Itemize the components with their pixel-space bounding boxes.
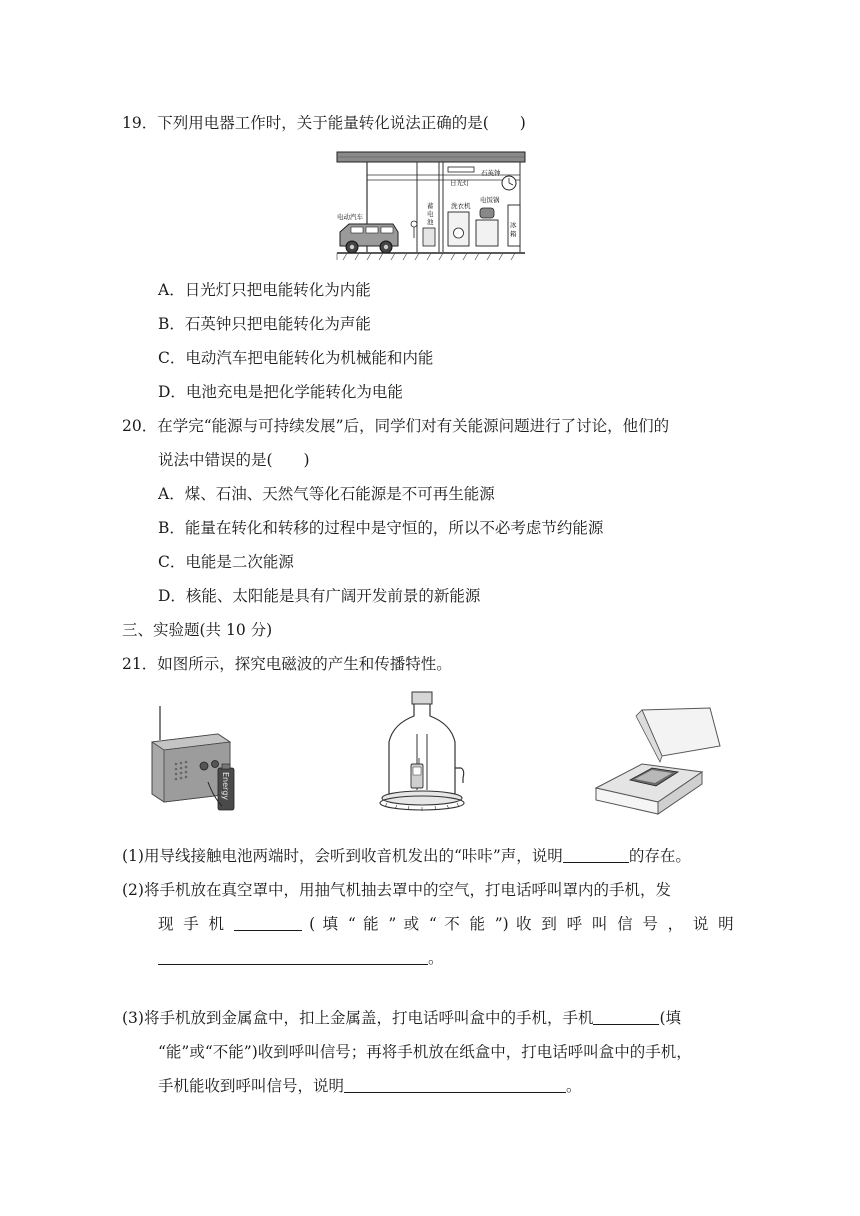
period: 。 (428, 949, 444, 967)
label-fridge-1: 冰 (510, 221, 517, 229)
q21-part3-text-b: (填 (659, 1009, 682, 1027)
word: 收 (516, 915, 534, 933)
q21-part3-line1 (122, 1007, 681, 1029)
q20-option-b: B．能量在转化和转移的过程中是守恒的，所以不必考虑节约能源 (158, 519, 604, 537)
radio-battery-figure (148, 702, 248, 814)
word: 呼 (566, 915, 585, 933)
q20-stem-line1: 20．在学完“能源与可持续发展”后，同学们对有关能源问题进行了讨论，他们的 (122, 417, 670, 435)
q20-option-a: A．煤、石油、天然气等化石能源是不可再生能源 (158, 485, 495, 503)
q21-part1-text-a: (1)用导线接触电池两端时，会听到收音机发出的“咔咔”声，说明 (122, 847, 563, 865)
word: ” (388, 915, 397, 933)
q21-part3-line2: “能”或“不能”)收到呼叫信号；再将手机放在纸盒中，打电话呼叫盒中的手机， (158, 1043, 692, 1061)
bell-jar-figure (375, 690, 470, 815)
label-car: 电动汽车 (337, 213, 363, 221)
word: 叫 (591, 915, 610, 933)
battery-brand-label: Energy (221, 772, 230, 801)
word: 机 (208, 915, 227, 933)
q19-stem: 19．下列用电器工作时，关于能量转化说法正确的是( ) (122, 114, 526, 132)
word: 信 (617, 915, 636, 933)
label-cooker: 电饭锅 (480, 196, 500, 204)
word: 明 (718, 915, 734, 933)
word: 手 (183, 915, 202, 933)
word: 不 (444, 915, 463, 933)
q21-part3-text-a: (3)将手机放到金属盒中，扣上金属盖，打电话呼叫盒中的手机，手机 (122, 1009, 594, 1027)
q21-part2-line3 (158, 947, 444, 969)
label-battery-1: 蓄 (427, 202, 434, 210)
word: ”) (494, 915, 509, 933)
label-clock: 石英钟 (481, 169, 501, 177)
word: 说 (692, 915, 711, 933)
q20-stem-line2: 说法中错误的是( ) (158, 451, 310, 469)
word: 号 (642, 915, 661, 933)
q21-part1-text-b: 的存在。 (628, 847, 691, 865)
word: ， (667, 915, 686, 933)
q21-part2-blank-a[interactable] (234, 915, 302, 931)
word: 现 (158, 915, 176, 933)
q20-option-d: D．核能、太阳能是具有广阔开发前景的新能源 (158, 587, 481, 605)
section-heading: 三、实验题(共 10 分) (122, 621, 273, 639)
q21-part3-text-c: 手机能收到呼叫信号，说明 (158, 1077, 345, 1095)
q21-part2-blank-b[interactable] (158, 949, 428, 965)
q21-stem: 21．如图所示，探究电磁波的产生和传播特性。 (122, 655, 452, 673)
word: “ (428, 915, 437, 933)
word: 或 (403, 915, 422, 933)
q21-part3-line3 (158, 1075, 582, 1097)
word: “ (347, 915, 356, 933)
label-battery-2: 电 (427, 210, 434, 218)
label-battery-3: 池 (427, 218, 434, 226)
label-fluorescent: 日光灯 (450, 179, 470, 187)
q21-part3-blank-a[interactable] (593, 1009, 659, 1025)
q21-part2-line1: (2)将手机放在真空罩中，用抽气机抽去罩中的空气，打电话呼叫罩内的手机，发 (122, 881, 671, 899)
q19-option-a: A．日光灯只把电能转化为内能 (158, 281, 371, 299)
q19-appliance-figure (335, 150, 527, 262)
word: 填 (322, 915, 341, 933)
q21-part3-blank-b[interactable] (344, 1077, 566, 1093)
box-phone-figure (592, 706, 722, 816)
word: 能 (363, 915, 382, 933)
q21-part2-line2 (158, 913, 734, 935)
q19-option-d: D．电池充电是把化学能转化为电能 (158, 383, 403, 401)
label-fridge-2: 箱 (510, 230, 517, 238)
q21-part1-blank[interactable] (563, 847, 629, 863)
q21-part1 (122, 845, 691, 867)
q19-option-c: C．电动汽车把电能转化为机械能和内能 (158, 349, 434, 367)
word: 能 (469, 915, 488, 933)
period: 。 (566, 1077, 582, 1095)
label-washer: 洗衣机 (451, 202, 471, 210)
q20-option-c: C．电能是二次能源 (158, 553, 294, 571)
word: ( (309, 915, 316, 933)
word: 到 (541, 915, 560, 933)
q19-option-b: B．石英钟只把电能转化为声能 (158, 315, 371, 333)
